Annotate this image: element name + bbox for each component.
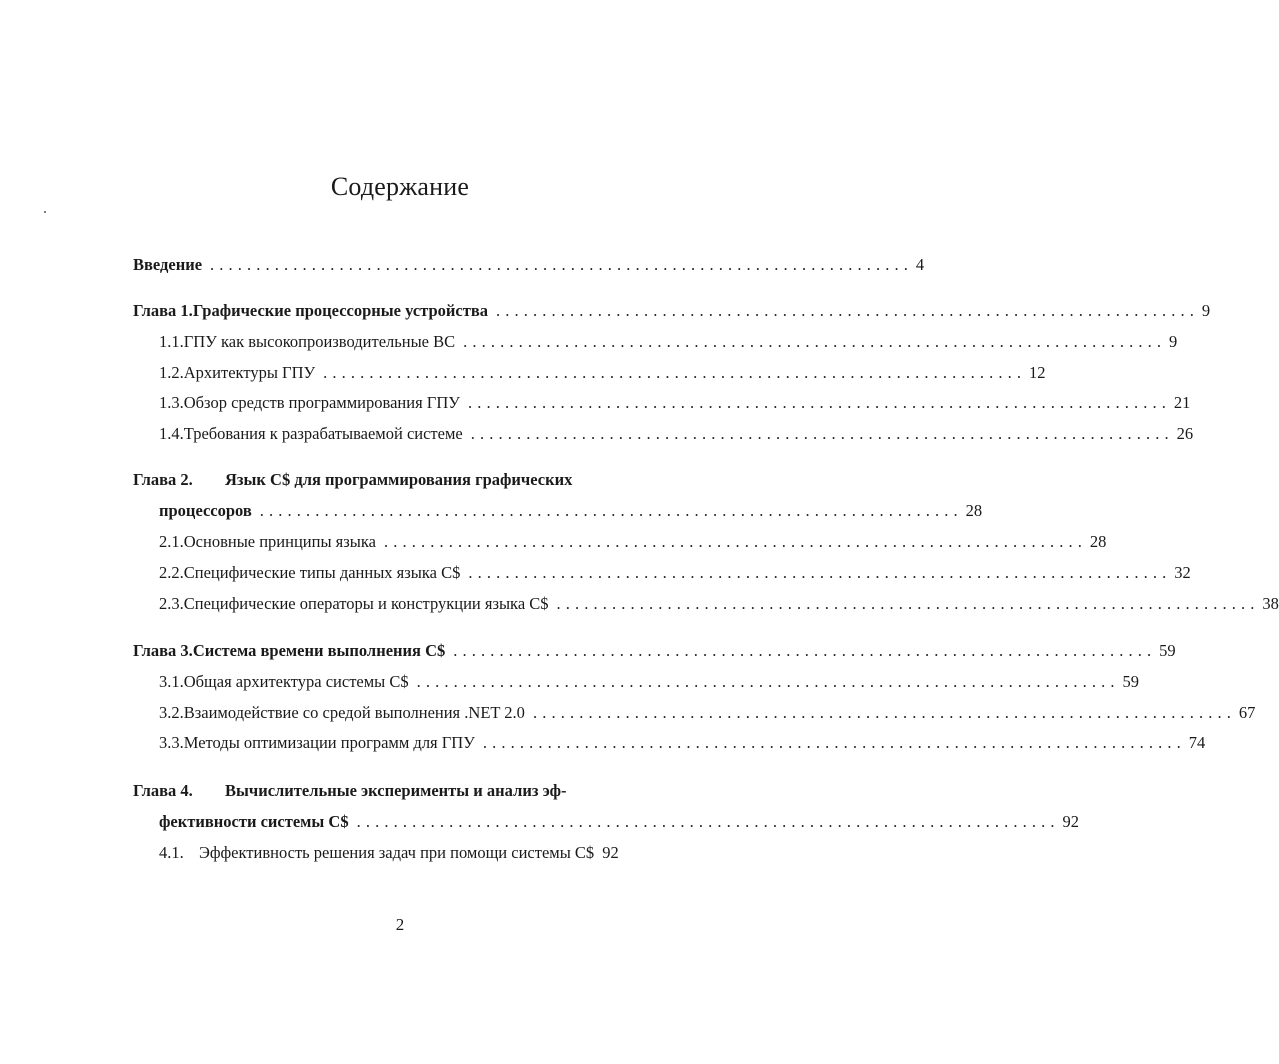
chapter-title: Система времени выполнения С$ (192, 641, 446, 660)
chapter-number: Глава 1. (133, 301, 193, 320)
section-title: Специфические типы данных языка С$ (183, 563, 461, 582)
toc-chapter-1[interactable] (133, 301, 1211, 323)
toc-chapter-4-cont[interactable] (159, 812, 1079, 834)
toc-entry-page: 4 (915, 255, 925, 274)
toc-entry-page: 59 (1122, 672, 1140, 691)
toc-entry-page: 74 (1188, 733, 1206, 752)
chapter-title: Графические процессорные устройства (192, 301, 489, 320)
section-title: Архитектуры ГПУ (183, 363, 316, 382)
toc-section-2-2[interactable] (159, 563, 1191, 585)
toc-section-1-3[interactable] (159, 393, 1191, 415)
toc-section-1-2[interactable] (159, 363, 1046, 385)
section-number: 4.1. (159, 843, 184, 862)
dot-leader (409, 672, 1123, 692)
toc-chapter-2-cont[interactable] (159, 501, 983, 523)
dot-leader (202, 255, 916, 275)
toc-entry-label: Введение (133, 255, 203, 274)
section-number: 1.2. (159, 363, 184, 382)
dot-leader (445, 641, 1159, 661)
dot-leader (525, 703, 1239, 723)
chapter-title-line1: Язык С$ для программирования графических (225, 470, 573, 489)
dot-leader (349, 812, 1063, 832)
toc-entry-page: 67 (1238, 703, 1256, 722)
toc-entry-page: 21 (1173, 393, 1191, 412)
page-title: Содержание (330, 172, 470, 201)
dot-leader (252, 501, 966, 521)
toc-section-1-4[interactable] (159, 424, 1194, 446)
dot-leader (549, 594, 1263, 614)
section-number: 1.4. (159, 424, 184, 443)
toc-chapter-2[interactable] (133, 470, 669, 492)
toc-section-4-1[interactable] (159, 843, 669, 865)
section-number: 1.1. (159, 332, 184, 351)
section-number: 3.2. (159, 703, 184, 722)
toc-entry-page: 12 (1029, 363, 1046, 382)
chapter-title-line2: фективности системы С$ (159, 812, 349, 831)
toc-entry-page: 59 (1159, 641, 1176, 660)
dot-leader (460, 393, 1174, 413)
toc-section-3-1[interactable] (159, 672, 1140, 694)
dot-leader (376, 532, 1090, 552)
toc-chapter-3[interactable] (133, 641, 1176, 663)
section-title: Взаимодействие со средой выполнения .NET 2.0 (183, 703, 525, 722)
section-title: Требования к разрабатываемой системе (183, 424, 463, 443)
chapter-title-line1: Вычислительные эксперименты и анализ эф- (225, 781, 567, 800)
toc-entry-page: 38 (1262, 594, 1279, 613)
toc-entry-page: 26 (1176, 424, 1194, 443)
section-number: 2.2. (159, 563, 184, 582)
toc-section-3-2[interactable] (159, 703, 1256, 725)
section-number: 2.3. (159, 594, 184, 613)
dot-leader (463, 424, 1177, 444)
chapter-number: Глава 4. (133, 781, 193, 800)
toc-chapter-4[interactable] (133, 781, 669, 803)
toc-entry-page: 28 (1089, 532, 1107, 551)
toc-entry-page: 92 (602, 843, 619, 862)
toc-section-3-3[interactable] (159, 733, 1206, 755)
dot-leader (460, 563, 1174, 583)
section-number: 2.1. (159, 532, 184, 551)
chapter-number: Глава 3. (133, 641, 193, 660)
toc-entry-page: 32 (1174, 563, 1191, 582)
toc-entry-page: 92 (1062, 812, 1079, 831)
section-title: ГПУ как высокопроизводительные ВС (183, 332, 456, 351)
toc-section-2-3[interactable] (159, 594, 1279, 616)
section-title: Обзор средств программирования ГПУ (183, 393, 460, 412)
page-number: 2 (395, 915, 405, 934)
toc-section-2-1[interactable] (159, 532, 1107, 554)
section-title: Основные принципы языка (183, 532, 376, 551)
section-title: Методы оптимизации программ для ГПУ (183, 733, 475, 752)
toc-entry-intro[interactable] (133, 255, 925, 277)
section-number: 1.3. (159, 393, 184, 412)
toc-entry-page: 28 (965, 501, 983, 520)
section-title: Специфические операторы и конструкции языка С$ (183, 594, 549, 613)
dot-leader (315, 363, 1029, 383)
section-title: Общая архитектура системы С$ (183, 672, 409, 691)
section-number: 3.3. (159, 733, 184, 752)
chapter-number: Глава 2. (133, 470, 193, 489)
section-title: Эффективность решения задач при помощи системы С$ (199, 843, 595, 862)
toc-entry-page: 9 (1201, 301, 1211, 320)
section-number: 3.1. (159, 672, 184, 691)
dot-leader (488, 301, 1202, 321)
chapter-title-line2: процессоров (159, 501, 252, 520)
dot-leader (475, 733, 1189, 753)
toc-entry-page: 9 (1169, 332, 1178, 351)
dot-leader (455, 332, 1169, 352)
toc-section-1-1[interactable] (159, 332, 1178, 354)
